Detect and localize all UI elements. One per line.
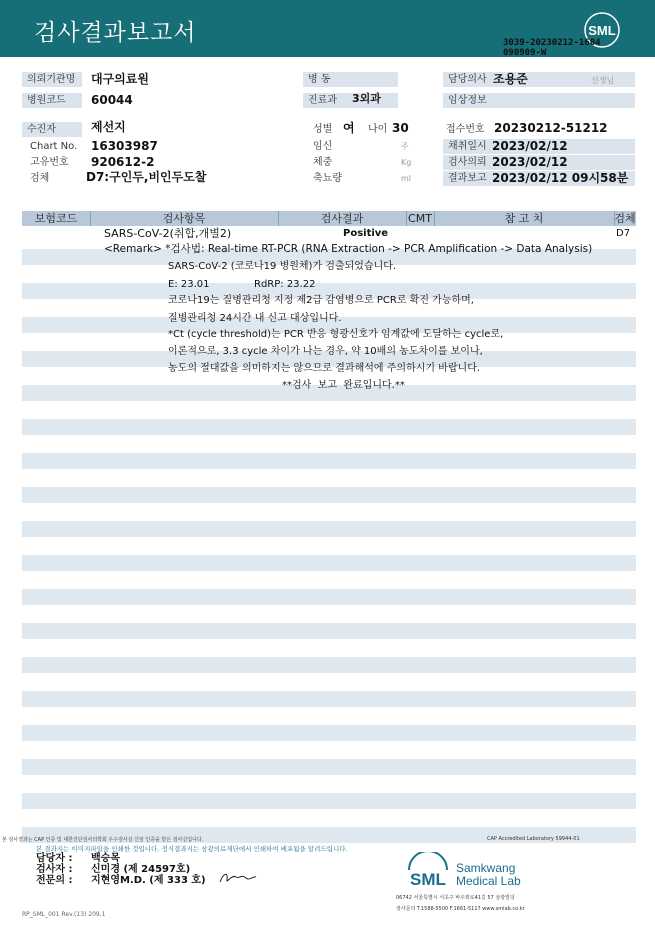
patient-value: 제선지 (91, 120, 126, 134)
test-item-name: SARS-CoV-2(취합,개별2) (104, 227, 232, 240)
pregnancy-label: 임신 (313, 141, 333, 152)
company-contact: 검사문의 T.1588-5500 F.1661-5117 www.smlab.co.kr (396, 906, 525, 912)
table-stripe-row (22, 691, 636, 707)
clinical-label: 임상정보 (443, 93, 635, 108)
remark-line: 질병관리청 24시간 내 신고 대상입니다. (168, 313, 342, 324)
table-stripe-row (22, 793, 636, 809)
collect-label: 채취일시 (443, 139, 635, 154)
col-result: 검사결과 (320, 212, 364, 225)
signature-icon (218, 868, 258, 886)
manager-label: 담당자 : (36, 853, 73, 864)
department-value: 3외과 (352, 92, 381, 105)
remark-line: E: 23.01 RdRP: 23.22 (168, 279, 316, 290)
doctor-suffix: 선생님 (591, 76, 615, 85)
expert-label: 전문의 : (36, 875, 73, 886)
table-stripe-row (22, 487, 636, 503)
report-value: 2023/02/12 09시58분 (492, 171, 629, 185)
receipt-value: 20230212-51212 (494, 121, 608, 135)
department-label: 진료과 (303, 93, 398, 108)
patient-label: 수진자 (22, 122, 82, 137)
company-name: Samkwang Medical Lab (456, 861, 521, 888)
tester-label: 검사자 : (36, 864, 73, 875)
report-title: 검사결과보고서 (34, 20, 197, 46)
weight-unit: Kg (401, 158, 412, 167)
urine-label: 축뇨량 (313, 173, 342, 184)
col-specimen: 검체 (614, 212, 636, 225)
specimen-value: D7:구인두,비인두도찰 (86, 170, 207, 184)
request-value: 2023/02/12 (492, 155, 568, 169)
col-insurance-code: 보험코드 (34, 212, 78, 225)
chart-label: Chart No. (30, 141, 78, 152)
sex-label: 성별 (313, 124, 333, 135)
hospital-code-label: 병원코드 (22, 93, 82, 108)
age-label: 나이 (368, 124, 388, 135)
remark-line: 농도의 절대값을 의미하지는 않으므로 결과해석에 주의하시기 바랍니다. (168, 363, 481, 374)
svg-text:SML: SML (588, 23, 616, 38)
doctor-value: 조용준 (493, 72, 528, 86)
table-stripe-row (22, 623, 636, 639)
test-specimen-value: D7 (616, 228, 631, 239)
table-stripe-row (22, 657, 636, 673)
report-complete-note: **검사 보고 완료입니다.** (282, 380, 405, 391)
doctor-label: 담당의사 (443, 72, 635, 87)
form-code: RP_SML_001 Rev.(13) 209.1 (22, 911, 106, 918)
sml-company-logo-icon (403, 852, 453, 894)
remark-line: 코로나19는 질병관리청 지정 제2급 감염병으로 PCR로 확진 가능하며, (168, 295, 474, 306)
cap-accreditation: CAP Accredited Laboratory 59944-01 (487, 836, 580, 842)
table-stripe-row (22, 419, 636, 435)
col-cmt: CMT (408, 212, 432, 225)
svg-text:SML: SML (410, 870, 446, 889)
manager-name: 백승목 (91, 853, 120, 864)
urine-unit: ml (401, 174, 412, 183)
tester-name: 신미경 (제 24597호) (91, 864, 191, 875)
institution-label: 의뢰기관명 (22, 72, 82, 87)
hospital-code-value: 60044 (91, 93, 133, 107)
table-stripe-row (22, 725, 636, 741)
unique-value: 920612-2 (91, 155, 155, 169)
pregnancy-unit: 주 (401, 142, 409, 151)
remark-method: <Remark> *검사법: Real-time RT-PCR (RNA Extraction -> PCR Amplification -> Data Analysis) (104, 243, 593, 255)
test-result-value: Positive (343, 228, 389, 239)
image-copy-warning: 본 결과지는 이미지파일을 인쇄한 것입니다. 정식결과지는 삼광의료재단에서 인쇄하여 배포됨을 알려드립니다. (36, 845, 348, 853)
col-test-item: 검사항목 (162, 212, 206, 225)
request-label: 검사의뢰 (443, 155, 635, 170)
institution-value: 대구의료원 (91, 72, 149, 86)
table-stripe-row (22, 453, 636, 469)
expert-name: 지현영M.D. (제 333 호) (91, 875, 206, 886)
col-reference: 참 고 치 (504, 212, 544, 225)
collect-value: 2023/02/12 (492, 139, 568, 153)
remark-line: 이론적으로, 3.3 cycle 차이가 나는 경우, 약 10배의 농도차이를 보이나, (168, 346, 483, 357)
chart-value: 16303987 (91, 139, 158, 153)
table-stripe-row (22, 759, 636, 775)
remark-line: SARS-CoV-2 (코로나19 병원체)가 검출되었습니다. (168, 261, 397, 272)
sex-value: 여 (343, 121, 355, 135)
certification-note: 본 검사결과는 CAP 인증 및 대한진단검사의학회 우수검사실 신임 인증을 받은 검사실입니다. (2, 837, 204, 843)
document-number: 3039-20230212-1604 090909-W (503, 38, 601, 58)
unique-label: 고유번호 (30, 157, 69, 168)
ward-label: 병 동 (303, 72, 398, 87)
weight-label: 체중 (313, 157, 333, 168)
specimen-label: 검체 (30, 173, 50, 184)
receipt-label: 접수번호 (446, 124, 485, 135)
company-address: 06742 서울특별시 서초구 바우뫼로41길 57 삼광빌딩 (396, 895, 515, 901)
table-stripe-row (22, 521, 636, 537)
report-label: 결과보고 (443, 171, 635, 186)
table-stripe-row (22, 555, 636, 571)
table-stripe-row (22, 589, 636, 605)
age-value: 30 (392, 121, 409, 135)
remark-line: *Ct (cycle threshold)는 PCR 반응 형광신호가 임계값에 도달하는 cycle로, (168, 329, 504, 340)
